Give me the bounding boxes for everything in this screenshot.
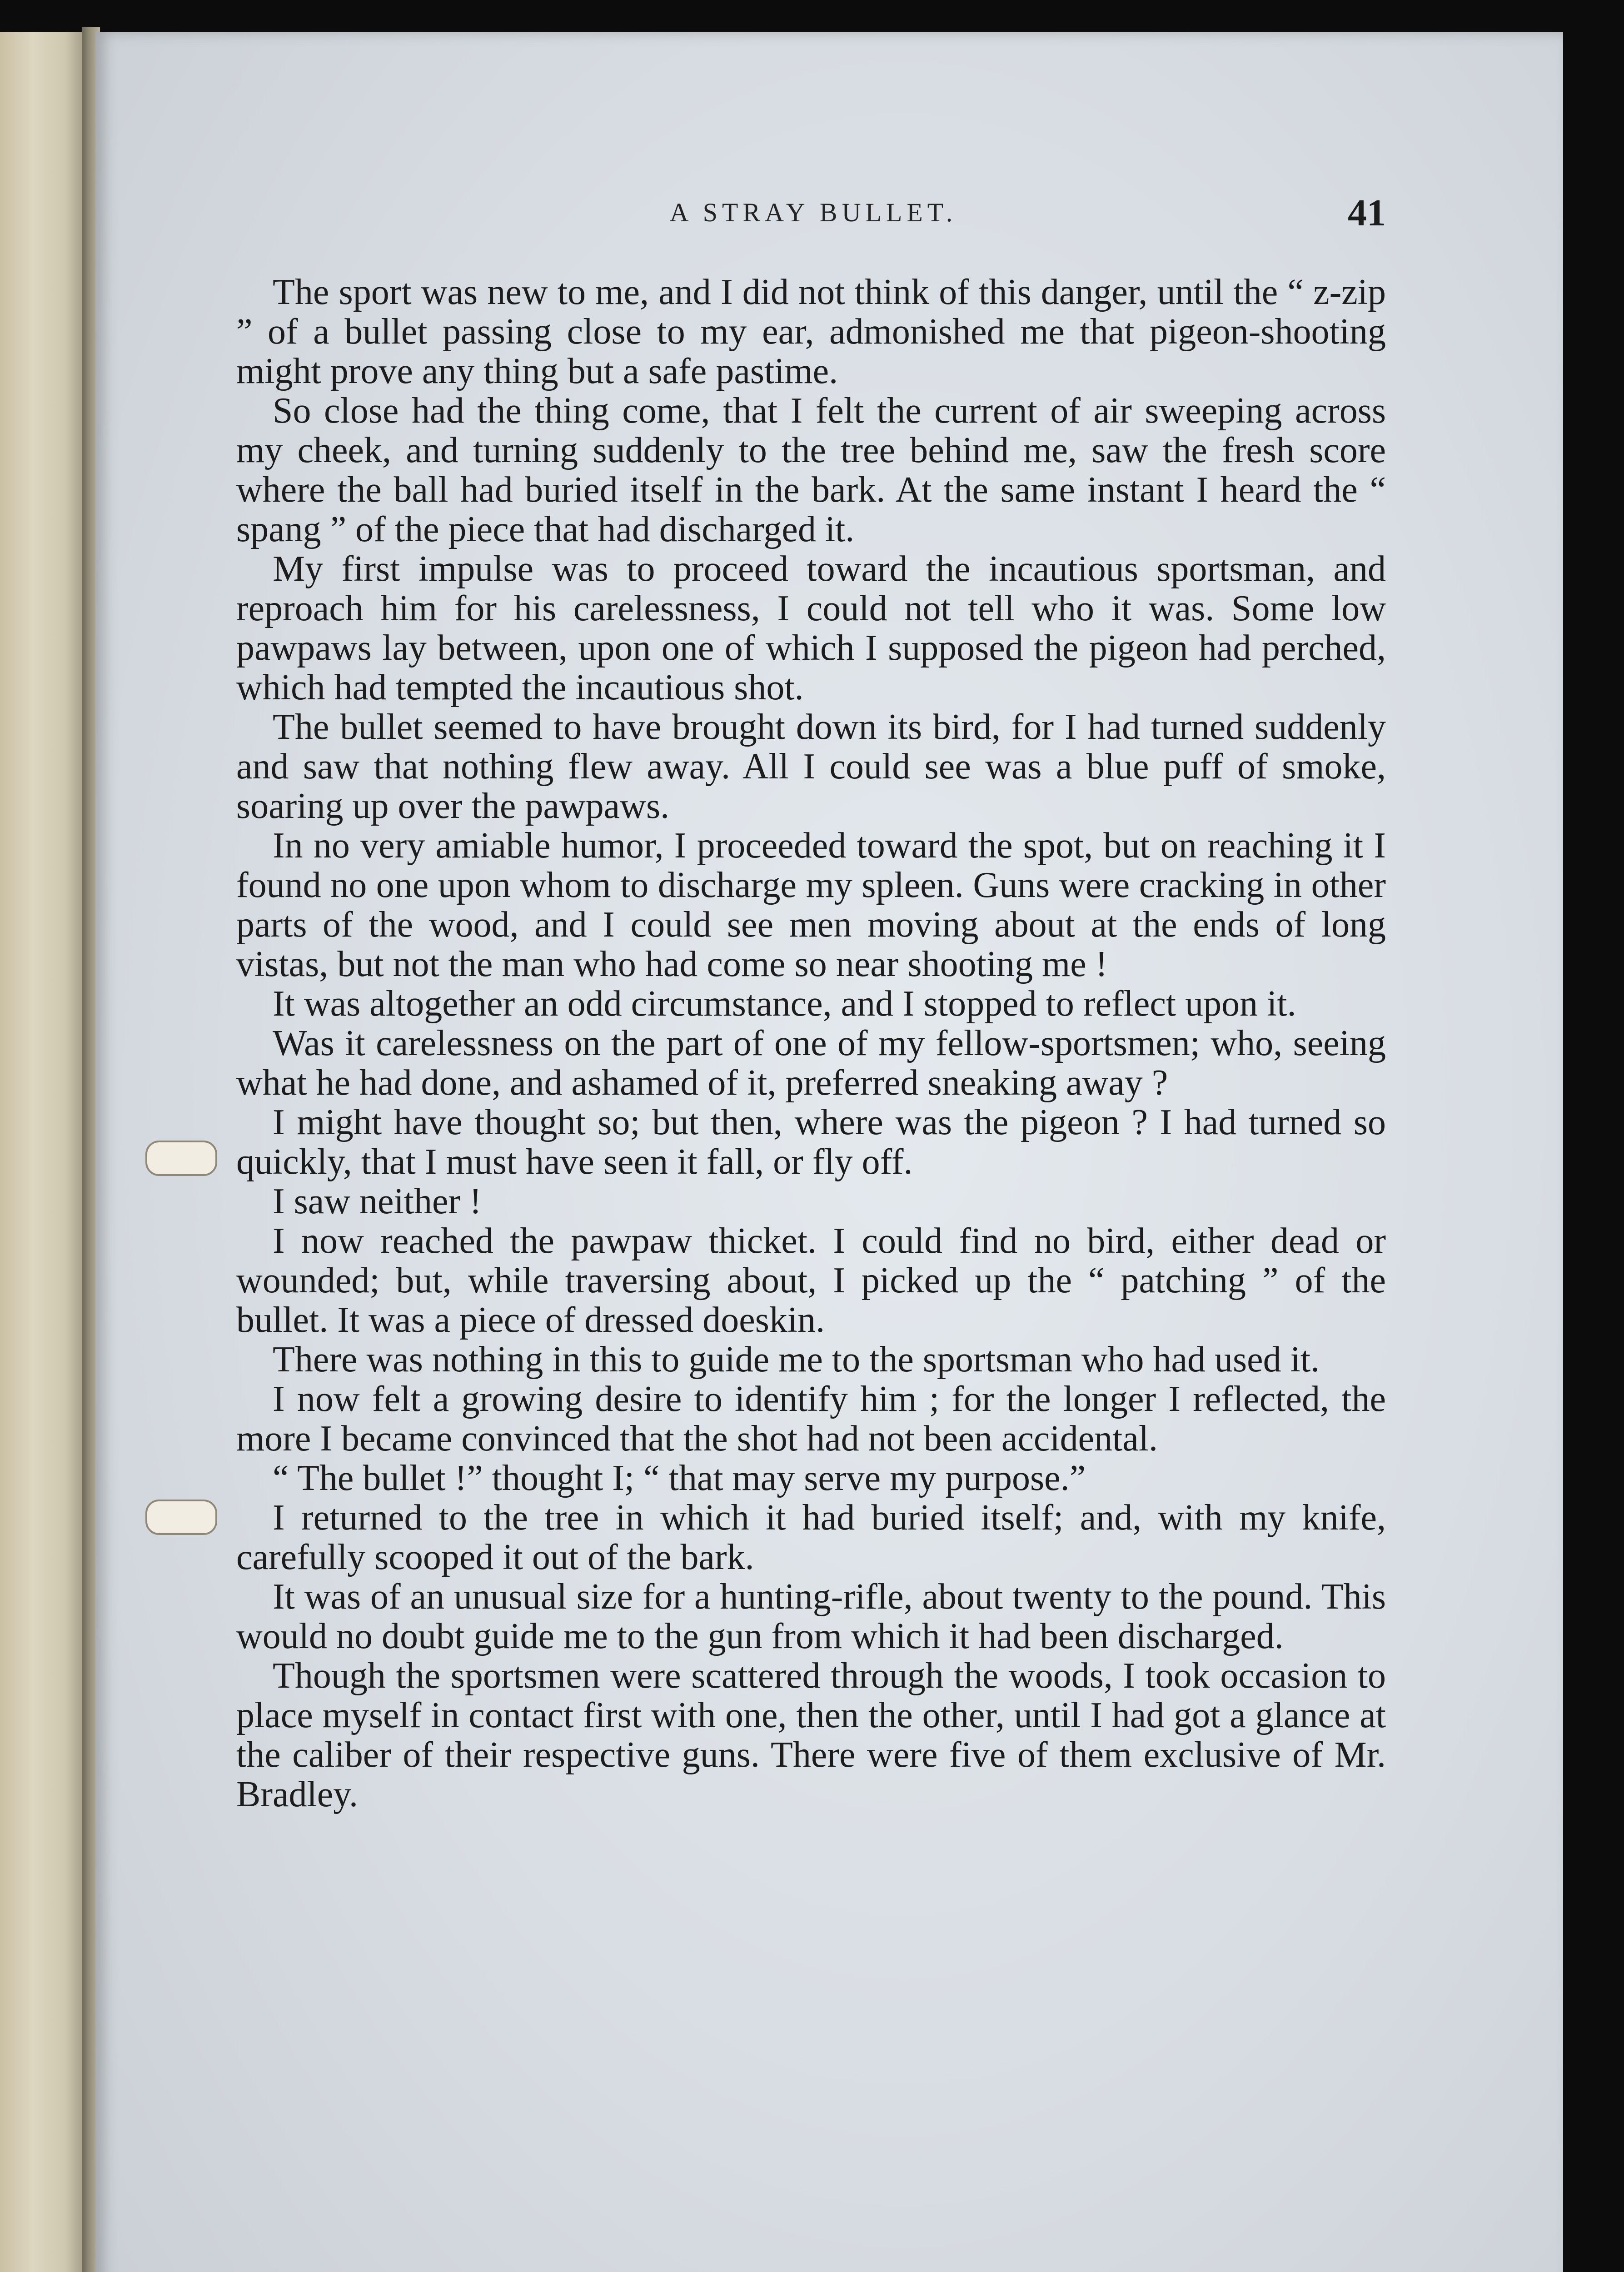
paragraph: It was altogether an odd circumstance, and I stopped to reflect upon it.: [273, 984, 1296, 1024]
paragraph: I returned to the tree in which it had buried itself; and, with my knife, carefully scooped it out of the bark.: [236, 1498, 1386, 1577]
running-head-title: A STRAY BULLET.: [669, 198, 957, 227]
paragraph: I now felt a growing desire to identify him ; for the longer I reflected, the more I became convinced that the shot had not been accidental.: [236, 1379, 1386, 1459]
paragraph: The sport was new to me, and I did not think of this danger, until the “ z-zip ” of a bullet passing close to my ear, admonished me that pigeon-shooting might prove any thing but a safe pastime.: [236, 272, 1386, 391]
paragraph: I might have thought so; but then, where was the pigeon ? I had turned so quickly, that I must have seen it fall, or fly off.: [236, 1102, 1386, 1182]
binding-hole: [145, 1500, 217, 1535]
paragraph: So close had the thing come, that I felt the current of air sweeping across my cheek, and turning suddenly to the tree behind me, saw the fresh score where the ball had buried itself in the bark. At the same instant I heard the “ spang ” of the piece that had discharged it.: [236, 391, 1386, 549]
paragraph: “ The bullet !” thought I; “ that may serve my purpose.”: [273, 1458, 1086, 1498]
paragraph: The bullet seemed to have brought down its bird, for I had turned suddenly and saw that nothing flew away. All I could see was a blue puff of smoke, soaring up over the pawpaws.: [236, 707, 1386, 826]
paragraph: I saw neither !: [273, 1181, 482, 1221]
paragraph: There was nothing in this to guide me to the sportsman who had used it.: [273, 1340, 1320, 1380]
paragraph: My first impulse was to proceed toward the incautious sportsman, and reproach him for his carelessness, I could not tell who it was. Some low pawpaws lay between, upon one of which I supposed the pigeon had perched, which had tempted the incautious shot.: [236, 549, 1386, 708]
page-number: 41: [1348, 192, 1386, 234]
body-text: [236, 273, 1386, 1814]
paragraph: I now reached the pawpaw thicket. I could find no bird, either dead or wounded; but, while traversing about, I picked up the “ patching ” of the bullet. It was a piece of dressed doeskin.: [236, 1221, 1386, 1340]
paragraph: Though the sportsmen were scattered through the woods, I took occasion to place myself in contact first with one, then the other, until I had got a glance at the caliber of their respective guns. There were five of them exclusive of Mr. Bradley.: [236, 1656, 1386, 1814]
paragraph: In no very amiable humor, I proceeded toward the spot, but on reaching it I found no one upon whom to discharge my spleen. Guns were cracking in other parts of the wood, and I could see men moving about at the ends of long vistas, but not the man who had come so near shooting me !: [236, 826, 1386, 984]
paragraph: It was of an unusual size for a hunting-rifle, about twenty to the pound. This would no doubt guide me to the gun from which it had been discharged.: [236, 1577, 1386, 1656]
paragraph: Was it carelessness on the part of one of my fellow-sportsmen; who, seeing what he had done, and ashamed of it, preferred sneaking away ?: [236, 1023, 1386, 1103]
running-head: [241, 191, 1386, 232]
facing-page-edge: [0, 32, 82, 2272]
binding-hole: [145, 1141, 217, 1176]
